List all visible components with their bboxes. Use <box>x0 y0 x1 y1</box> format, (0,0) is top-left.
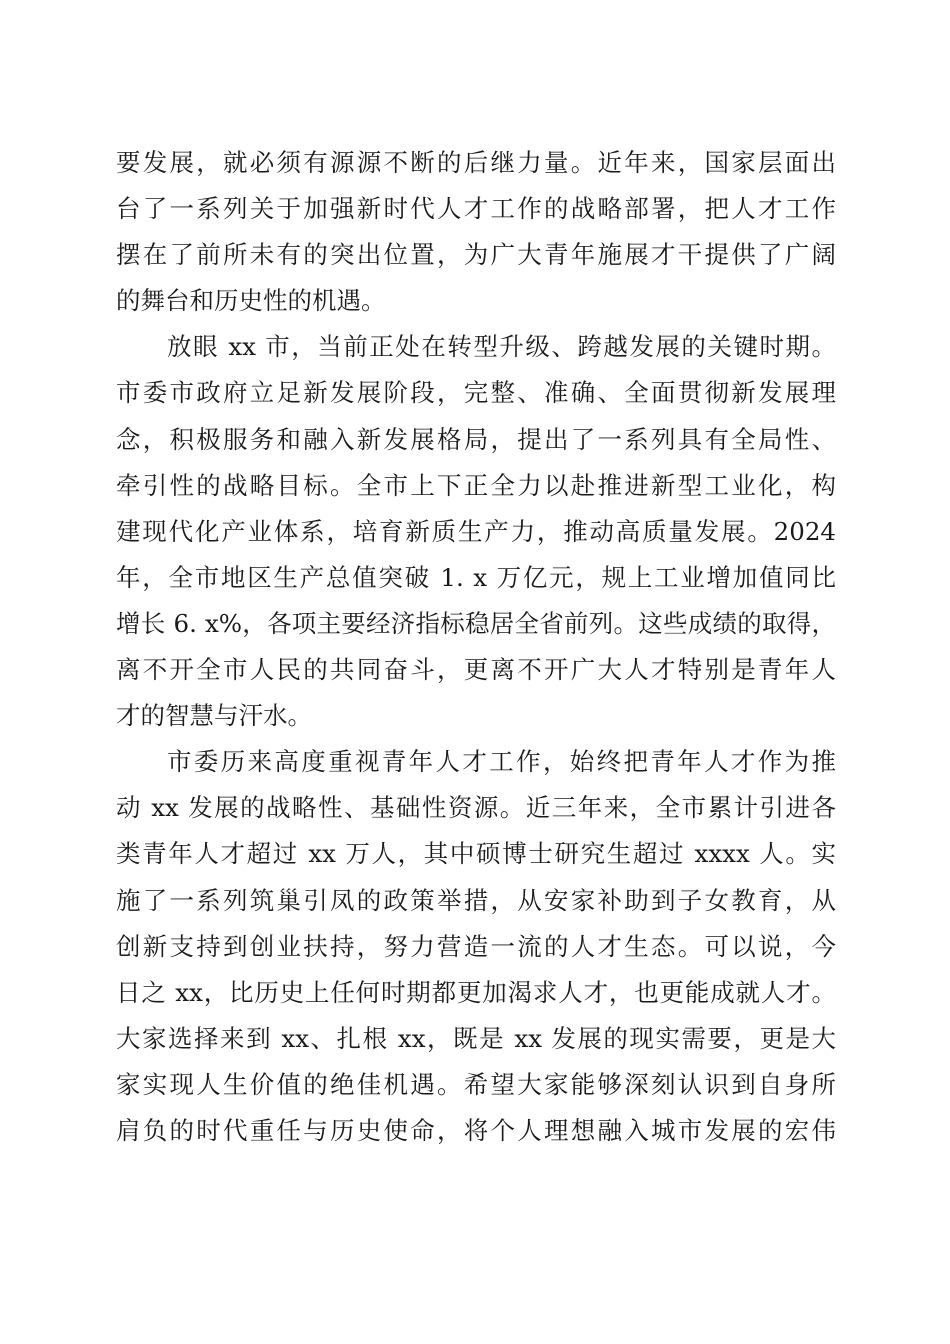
text-line: 日之 xx，比历史上任何时期都更加渴求人才，也更能成就人才。 <box>116 977 836 1007</box>
paragraph <box>116 140 836 324</box>
document-body <box>116 140 836 1154</box>
text-line: 的舞台和历史性的机遇。 <box>116 286 386 316</box>
text-line: 念，积极服务和融入新发展格局，提出了一系列具有全局性、 <box>116 424 836 454</box>
text-line: 市委历来高度重视青年人才工作，始终把青年人才作为推 <box>167 747 836 777</box>
text-line: 家实现人生价值的绝佳机遇。希望大家能够深刻认识到自身所 <box>116 1069 836 1099</box>
text-line: 离不开全市人民的共同奋斗，更离不开广大人才特别是青年人 <box>116 655 836 685</box>
text-line: 台了一系列关于加强新时代人才工作的战略部署，把人才工作 <box>116 194 836 224</box>
text-line: 大家选择来到 xx、扎根 xx，既是 xx 发展的现实需要，更是大 <box>116 1023 836 1053</box>
text-line: 类青年人才超过 xx 万人，其中硕博士研究生超过 xxxx 人。实 <box>116 839 836 869</box>
text-line: 年，全市地区生产总值突破 1. x 万亿元，规上工业增加值同比 <box>116 562 836 592</box>
paragraph <box>116 739 836 1154</box>
text-line: 创新支持到创业扶持，努力营造一流的人才生态。可以说，今 <box>116 931 836 961</box>
text-line: 牵引性的战略目标。全市上下正全力以赴推进新型工业化，构 <box>116 470 836 500</box>
text-line: 才的智慧与汗水。 <box>116 701 312 731</box>
text-line: 动 xx 发展的战略性、基础性资源。近三年来，全市累计引进各 <box>116 793 836 823</box>
text-line: 增长 6. x%，各项主要经济指标稳居全省前列。这些成绩的取得， <box>116 608 836 638</box>
text-line: 市委市政府立足新发展阶段，完整、准确、全面贯彻新发展理 <box>116 378 836 408</box>
text-line: 肩负的时代重任与历史使命，将个人理想融入城市发展的宏伟 <box>116 1115 836 1145</box>
text-line: 施了一系列筑巢引凤的政策举措，从安家补助到子女教育，从 <box>116 885 836 915</box>
text-line: 要发展，就必须有源源不断的后继力量。近年来，国家层面出 <box>116 148 836 177</box>
paragraph <box>116 324 836 739</box>
text-line: 放眼 xx 市，当前正处在转型升级、跨越发展的关键时期。 <box>167 332 836 362</box>
text-line: 摆在了前所未有的突出位置，为广大青年施展才干提供了广阔 <box>116 240 836 270</box>
text-line: 建现代化产业体系，培育新质生产力，推动高质量发展。2024 <box>116 516 836 546</box>
